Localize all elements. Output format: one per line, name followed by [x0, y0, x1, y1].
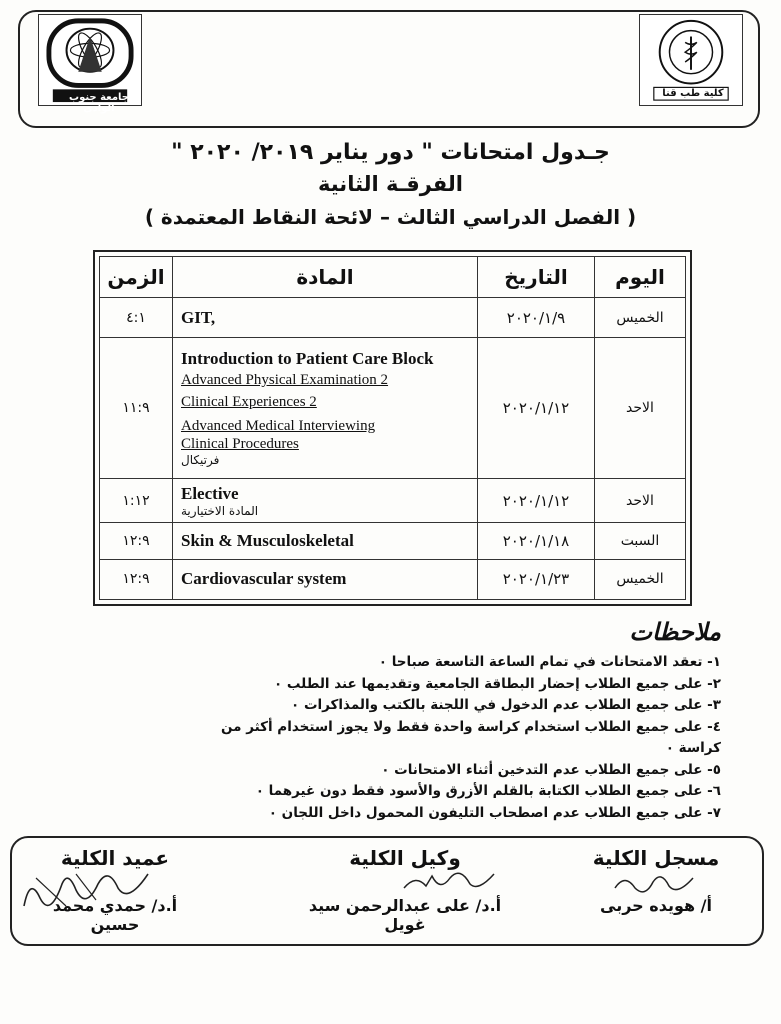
vice-dean-handwritten-signature-icon — [400, 870, 500, 896]
row-time: ١٢:٩ — [100, 523, 173, 559]
header-time: الزمن — [100, 257, 173, 298]
row-subject — [173, 338, 478, 479]
table-row — [100, 523, 686, 559]
sub-course: Clinical Experiences 2 — [181, 394, 317, 411]
registrar-name: أ/ هويده حربى — [600, 896, 712, 915]
row-subject — [173, 479, 478, 523]
registrar-handwritten-signature-icon — [610, 868, 700, 898]
row-date: ٢٠٢٠/١/١٢ — [478, 479, 595, 523]
list-item: ٦- على جميع الطلاب الكتابة بالقلم الأزرق والأسود فقط دون غيرهما ٠ — [255, 783, 721, 799]
row-time: ١:١٢ — [100, 479, 173, 523]
header-subject: المادة — [173, 257, 478, 298]
row-time: ٤:١ — [100, 298, 173, 338]
subject-title: Cardiovascular system — [181, 569, 347, 589]
row-subject — [173, 559, 478, 599]
sub-course: Advanced Medical Interviewing — [181, 418, 376, 435]
row-day: الاحد — [595, 479, 686, 523]
table-row — [100, 479, 686, 523]
subject-title: Elective — [181, 483, 239, 503]
row-day: السبت — [595, 523, 686, 559]
row-subject — [173, 298, 478, 338]
row-day: الاحد — [595, 338, 686, 479]
exam-schedule-table-frame — [93, 250, 692, 606]
left-logo-caption: جامعة جنوب الوادى — [69, 92, 129, 114]
notes-title: ملاحظات — [629, 618, 721, 646]
table-row — [100, 559, 686, 599]
row-subject — [173, 523, 478, 559]
dean-handwritten-signature-icon — [16, 866, 166, 914]
sub-course: Advanced Physical Examination 2 — [181, 372, 389, 389]
row-day: الخميس — [595, 559, 686, 599]
sub-course: Clinical Procedures — [181, 436, 299, 453]
notes-list — [201, 652, 721, 824]
list-item: ٢- على جميع الطلاب إحضار البطاقة الجامعية وتقديمها عند الطلب ٠ — [273, 675, 721, 692]
table-row — [100, 338, 686, 479]
dean-name: أ.د/ حمدي محمد حسين — [52, 896, 178, 934]
row-day: الخميس — [595, 298, 686, 338]
vice-dean-name: أ.د/ على عبدالرحمن سيد غويل — [308, 896, 502, 934]
list-item: ١- تعقد الامتحانات في تمام الساعة التاسعة صباحا ٠ — [378, 654, 721, 670]
table-row — [100, 298, 686, 338]
header-date: التاريخ — [478, 257, 595, 298]
exam-schedule-table — [99, 256, 686, 600]
vice-dean-role: وكيل الكلية — [349, 846, 461, 870]
year-level-title: الفرقـة الثانية — [318, 172, 463, 196]
row-date: ٢٠٢٠/١/١٢ — [478, 338, 595, 479]
table-header-row — [100, 257, 686, 298]
subject-title: Skin & Musculoskeletal — [181, 531, 354, 551]
row-date: ٢٠٢٠/١/٩ — [478, 298, 595, 338]
list-item: ٣- على جميع الطلاب عدم الدخول في اللجنة بالكتب والمذاكرات ٠ — [291, 697, 721, 713]
subject-title: Introduction to Patient Care Block — [181, 349, 434, 369]
dean-role: عميد الكلية — [60, 846, 170, 870]
registrar-role: مسجل الكلية — [592, 846, 720, 870]
row-date: ٢٠٢٠/١/٢٣ — [478, 559, 595, 599]
subject-arabic-note: المادة الاختيارية — [181, 503, 259, 518]
subject-arabic-note: فرتيكال — [181, 453, 220, 468]
list-item: ٥- على جميع الطلاب عدم التدخين أثناء الامتحانات ٠ — [381, 761, 721, 778]
list-item: ٧- على جميع الطلاب عدم اصطحاب التليفون المحمول داخل اللجان ٠ — [268, 804, 721, 821]
right-logo-caption: كلية طب قنا — [662, 88, 724, 99]
list-item: ٤- على جميع الطلاب استخدام كراسة واحدة فقط ولا يجوز استخدام أكثر من كراسة ٠ — [221, 718, 721, 756]
schedule-title: جـدول امتحانات " دور يناير ٢٠١٩/ ٢٠٢٠ " — [171, 140, 610, 165]
row-date: ٢٠٢٠/١/١٨ — [478, 523, 595, 559]
row-time: ١١:٩ — [100, 338, 173, 479]
semester-title: ( الفصل الدراسي الثالث – لائحة النقاط المعتمدة ) — [144, 205, 637, 229]
subject-title: GIT, — [181, 307, 216, 327]
header-day: اليوم — [595, 257, 686, 298]
row-time: ١٢:٩ — [100, 559, 173, 599]
